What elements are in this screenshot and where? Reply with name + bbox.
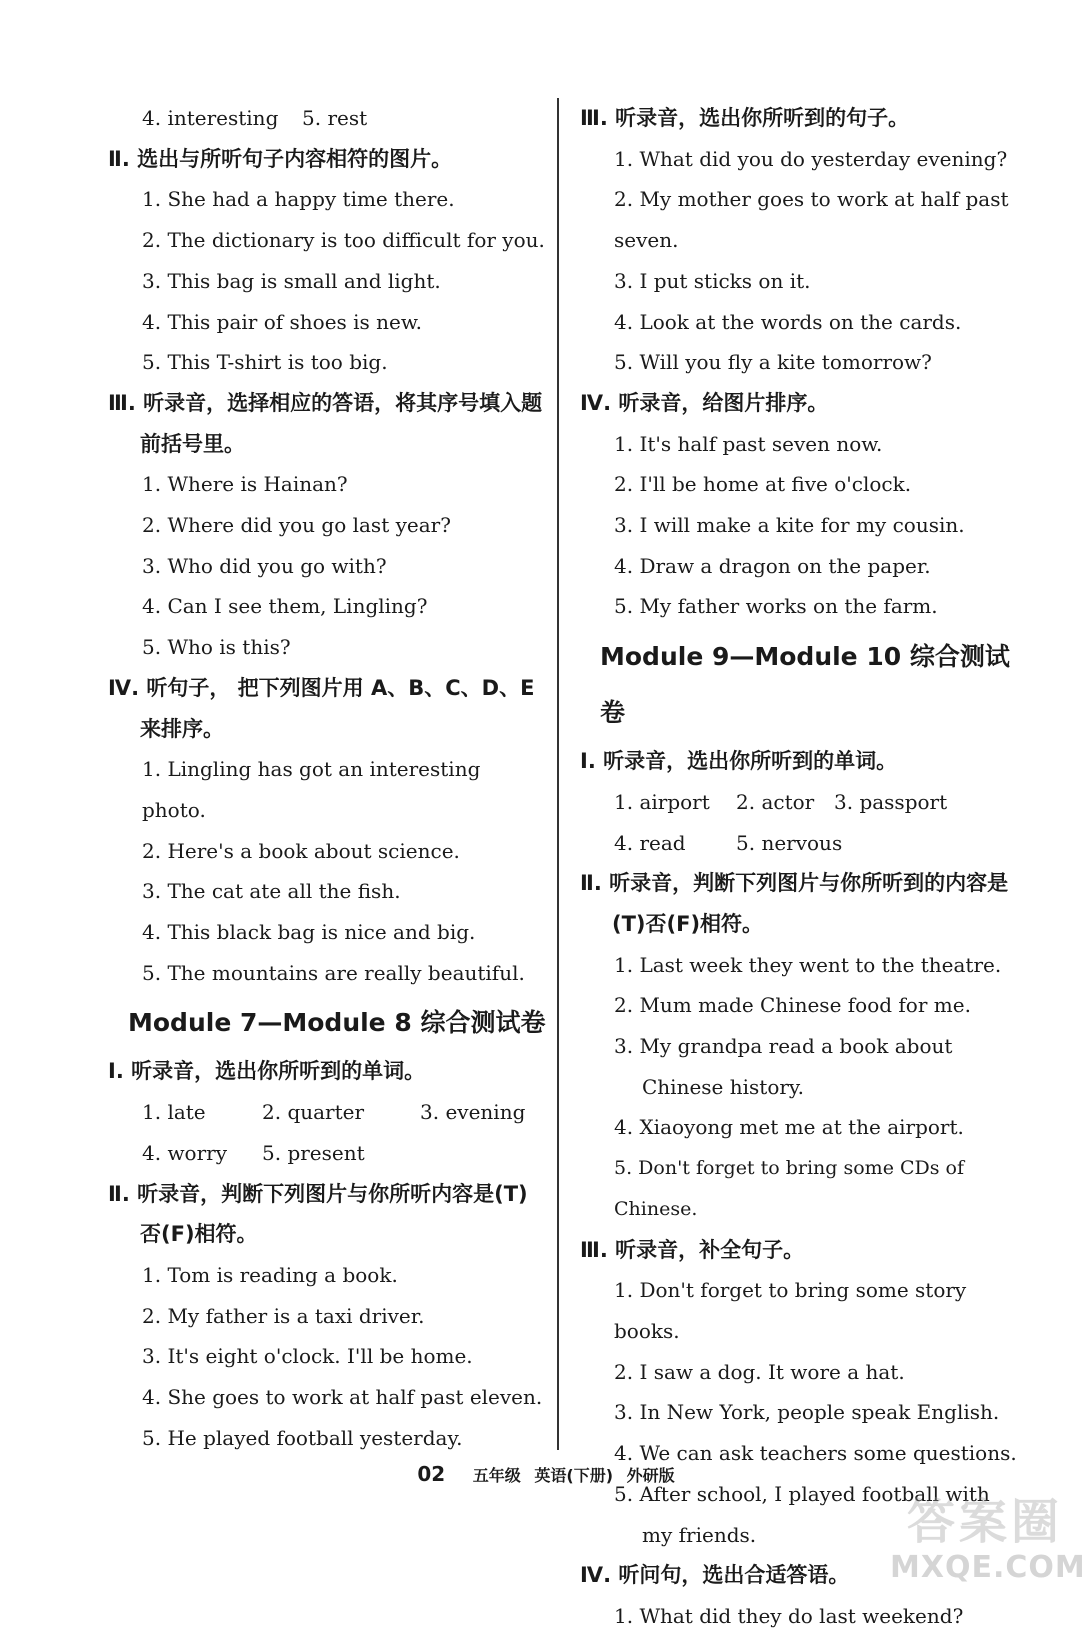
word-item: 1. airport: [614, 789, 710, 814]
word-list: [108, 98, 548, 139]
watermark-logo: [890, 1494, 1086, 1594]
module-title: Module 7—Module 8 综合测试卷: [128, 1008, 546, 1038]
list-item: 1. Lingling has got an interesting photo.: [142, 757, 481, 822]
section-heading: Ⅲ. 听录音，选出你所听到的句子。: [580, 106, 910, 130]
section-heading: Ⅱ. 听录音，判断下列图片与你所听到的内容是(T)否(F)相符。: [580, 871, 1009, 936]
section-heading: Ⅱ. 选出与所听句子内容相符的图片。: [108, 146, 453, 171]
list-item: 4. Draw a dragon on the paper.: [614, 553, 931, 578]
list-item: 1. Tom is reading a book.: [142, 1262, 398, 1287]
list-item: 1. She had a happy time there.: [142, 187, 455, 212]
section-heading: Ⅳ. 听问句，选出合适答语。: [580, 1563, 850, 1588]
section-heading: Ⅱ. 听录音，判断下列图片与你所听内容是(T)否(F)相符。: [108, 1181, 528, 1247]
word-item: 4. interesting: [142, 106, 279, 130]
list-item: 3. In New York, people speak English.: [614, 1400, 1000, 1425]
list-item: 1. What did they do last weekend?: [614, 1603, 964, 1628]
list-item: 4. Look at the words on the cards.: [614, 309, 962, 334]
list-item: 2. I'll be home at five o'clock.: [614, 472, 912, 497]
word-list: [108, 1133, 548, 1174]
right-column: [580, 98, 1025, 1637]
section-heading: Ⅳ. 听录音，给图片排序。: [580, 390, 829, 415]
list-item: 1. Last week they went to the theatre.: [614, 952, 1002, 977]
section-heading: Ⅳ. 听句子， 把下列图片用 A、B、C、D、E 来排序。: [108, 675, 535, 741]
word-item: 5. nervous: [736, 830, 843, 855]
list-item: 2. My father is a taxi driver.: [142, 1303, 425, 1328]
list-item: 1. What did you do yesterday evening?: [614, 146, 1008, 171]
word-list: [580, 823, 1025, 864]
list-item: 4. This black bag is nice and big.: [142, 920, 476, 945]
page-footer: [0, 1462, 1092, 1486]
list-item: 5. He played football yesterday.: [142, 1425, 463, 1450]
list-item: 4. This pair of shoes is new.: [142, 309, 422, 334]
list-item: 4. Can I see them, Lingling?: [142, 594, 428, 619]
module-title: Module 9—Module 10 综合测试卷: [600, 642, 1010, 728]
word-item: 4. worry: [142, 1140, 228, 1165]
word-item: 4. read: [614, 830, 686, 855]
list-item: 4. We can ask teachers some questions.: [614, 1441, 1017, 1466]
column-divider: [557, 98, 559, 1450]
list-item: 2. I saw a dog. It wore a hat.: [614, 1359, 905, 1384]
word-item: 3. evening: [420, 1100, 526, 1125]
word-item: 2. actor: [736, 789, 815, 814]
list-item: 5. Who is this?: [142, 635, 291, 660]
list-item: 2. The dictionary is too difficult for you.: [142, 228, 545, 253]
list-item: 5. The mountains are really beautiful.: [142, 960, 525, 985]
page-number: 02: [417, 1462, 446, 1486]
left-column: [108, 98, 548, 1459]
list-item: 2. Mum made Chinese food for me.: [614, 993, 971, 1018]
section-heading: Ⅰ. 听录音，选出你所听到的单词。: [580, 749, 898, 774]
word-list: [580, 782, 1025, 823]
list-item: 2. Where did you go last year?: [142, 513, 451, 538]
list-item: 4. She goes to work at half past eleven.: [142, 1385, 543, 1410]
list-item: 5. After school, I played football with my friends.: [614, 1481, 990, 1547]
list-item: 3. It's eight o'clock. I'll be home.: [142, 1344, 473, 1369]
section-heading: Ⅲ. 听录音，选择相应的答语，将其序号填入题前括号里。: [108, 390, 543, 456]
watermark-top-text: 答案圈: [906, 1494, 1063, 1550]
list-item: 2. My mother goes to work at half past seven.: [614, 187, 1009, 253]
list-item: 4. Xiaoyong met me at the airport.: [614, 1115, 964, 1140]
word-list: [108, 1092, 548, 1133]
list-item: 1. It's half past seven now.: [614, 431, 883, 456]
list-item: 3. The cat ate all the fish.: [142, 879, 401, 904]
watermark-bottom-text: MXQE.COM: [890, 1550, 1086, 1585]
word-item: 3. passport: [834, 789, 948, 814]
list-item: 3. I will make a kite for my cousin.: [614, 513, 965, 538]
word-item: 5. present: [262, 1140, 365, 1165]
list-item: 5. Don't forget to bring some CDs of Chinese.: [614, 1157, 965, 1220]
word-item: 1. late: [142, 1100, 206, 1125]
word-item: 5. rest: [302, 106, 368, 130]
list-item: 3. My grandpa read a book about Chinese history.: [614, 1034, 953, 1099]
edition-label: 外研版: [626, 1466, 675, 1485]
list-item: 3. This bag is small and light.: [142, 268, 441, 293]
list-item: 1. Where is Hainan?: [142, 472, 348, 497]
list-item: 5. My father works on the farm.: [614, 594, 938, 619]
list-item: 3. I put sticks on it.: [614, 268, 811, 293]
grade-label: 五年级: [472, 1466, 521, 1485]
list-item: 1. Don't forget to bring some story books.: [614, 1278, 967, 1343]
list-item: 5. Will you fly a kite tomorrow?: [614, 350, 932, 375]
subject-label: 英语(下册): [534, 1466, 614, 1485]
list-item: 5. This T-shirt is too big.: [142, 350, 388, 375]
list-item: 3. Who did you go with?: [142, 553, 387, 578]
word-item: 2. quarter: [262, 1100, 365, 1125]
section-heading: Ⅰ. 听录音，选出你所听到的单词。: [108, 1059, 426, 1084]
section-heading: Ⅲ. 听录音，补全句子。: [580, 1237, 805, 1262]
list-item: 2. Here's a book about science.: [142, 838, 460, 863]
